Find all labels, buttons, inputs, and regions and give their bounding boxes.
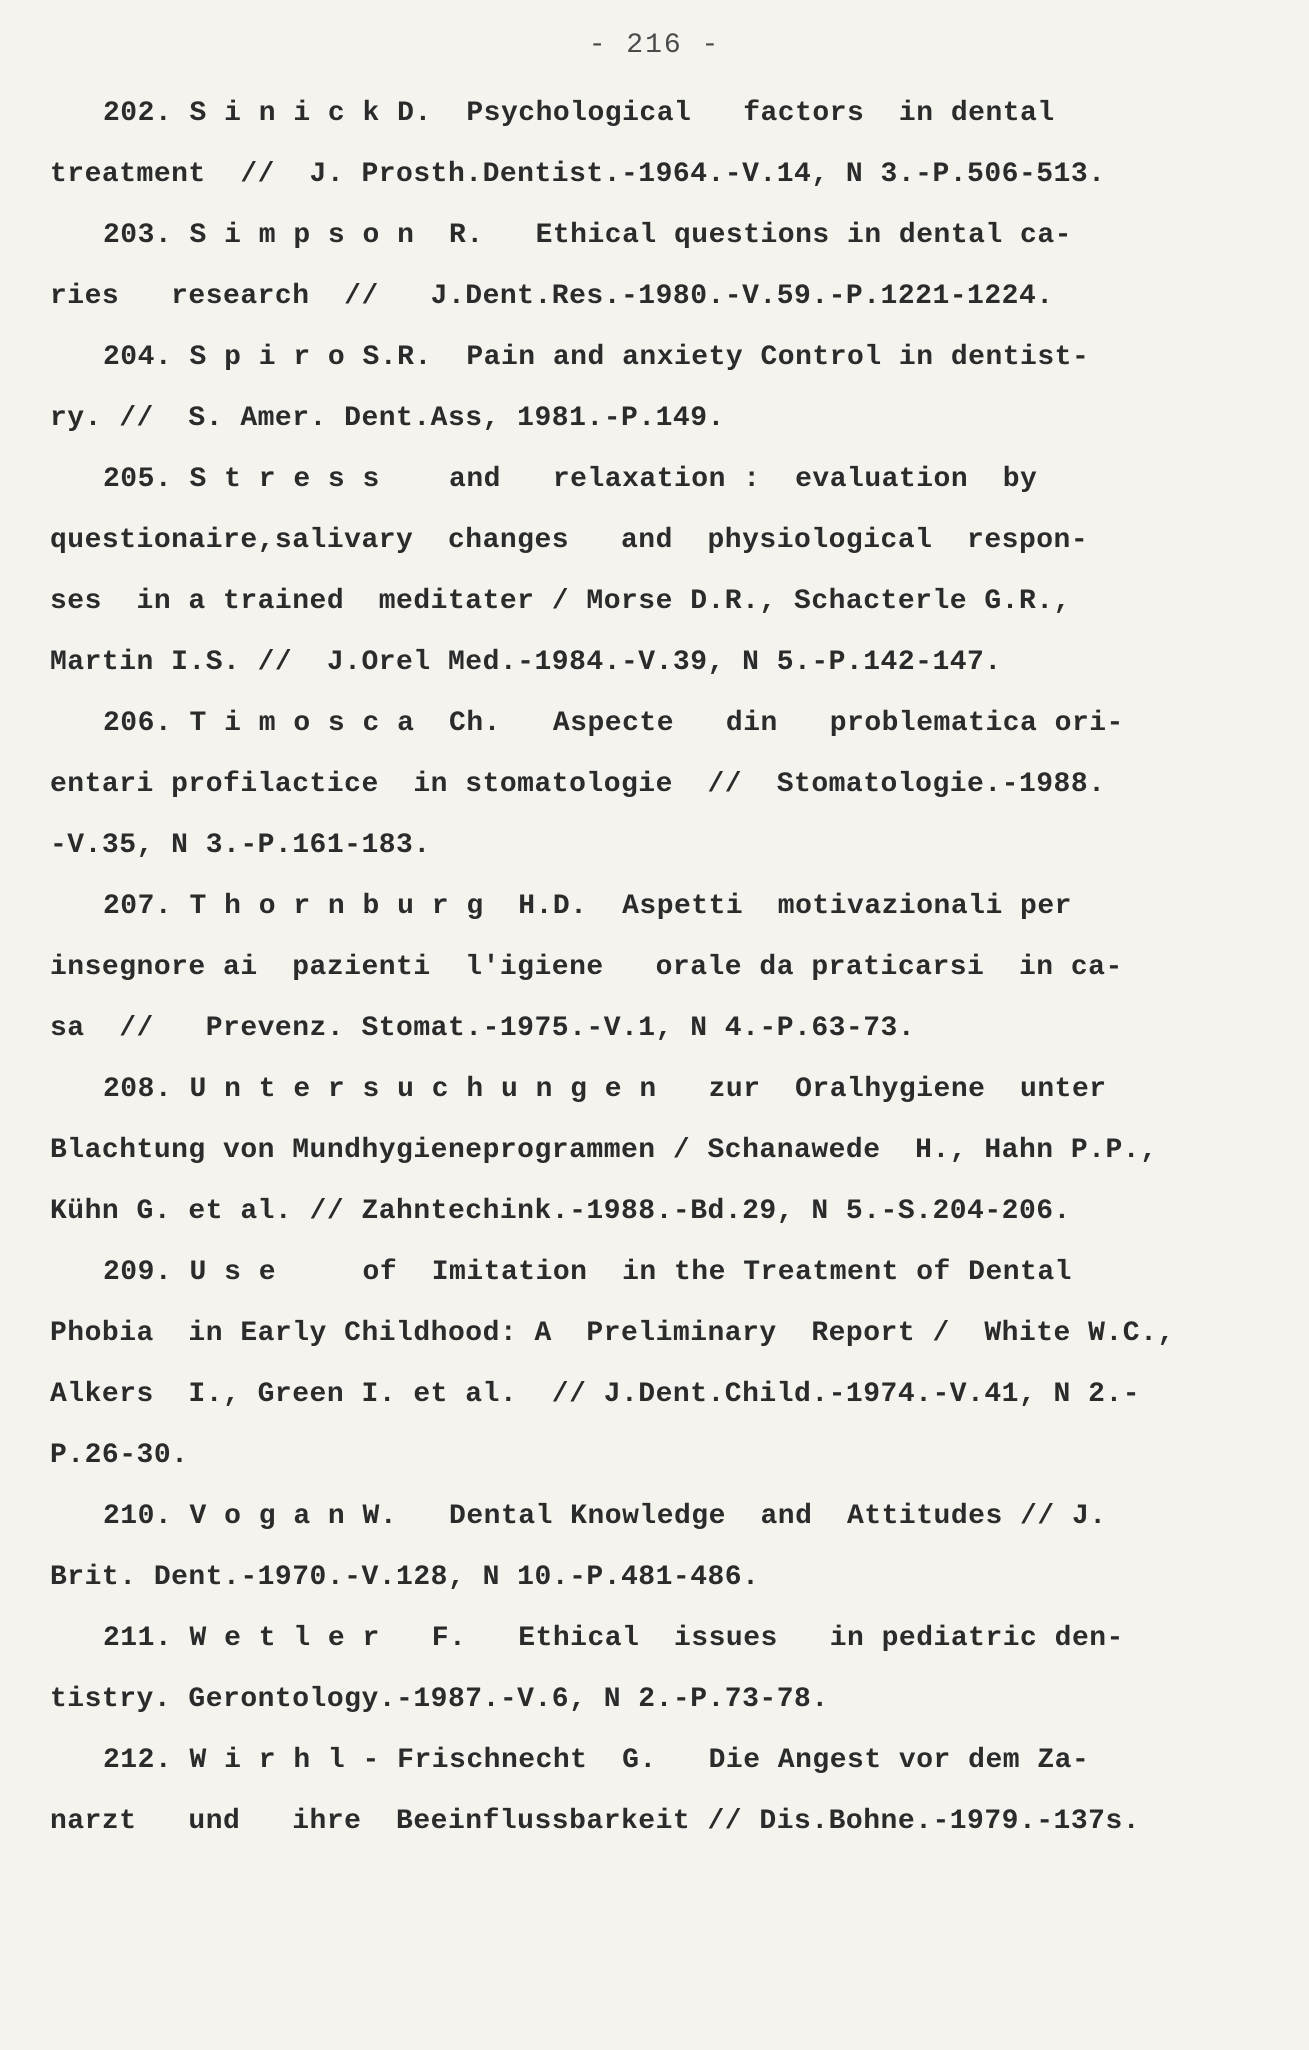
reference-line: 203. S i m p s o n R. Ethical questions in dental ca- <box>103 220 1072 251</box>
reference-entry <box>50 94 1270 216</box>
reference-line: Kühn G. et al. // Zahntechink.-1988.-Bd.29, N 5.-S.204-206. <box>50 1196 1071 1227</box>
reference-entry <box>50 460 1270 704</box>
reference-entry <box>50 1741 1270 1863</box>
reference-line: 206. T i m o s c a Ch. Aspecte din problematica ori- <box>103 708 1124 739</box>
reference-entry <box>50 1070 1270 1253</box>
reference-line: questionaire,salivary changes and physiological respon- <box>50 525 1089 556</box>
reference-entry <box>50 887 1270 1070</box>
reference-list <box>50 94 1270 1863</box>
reference-line: -V.35, N 3.-P.161-183. <box>50 830 431 861</box>
reference-line: insegnore ai pazienti l'igiene orale da praticarsi in ca- <box>50 952 1123 983</box>
reference-line: 212. W i r h l - Frischnecht G. Die Angest vor dem Za- <box>103 1745 1090 1776</box>
reference-line: 202. S i n i c k D. Psychological factors in dental <box>103 98 1055 129</box>
reference-line: 209. U s e of Imitation in the Treatment of Dental <box>103 1257 1072 1288</box>
reference-line: entari profilactice in stomatologie // Stomatologie.-1988. <box>50 769 1106 800</box>
reference-line: Phobia in Early Childhood: A Preliminary Report / White W.C., <box>50 1318 1175 1349</box>
reference-entry <box>50 216 1270 338</box>
reference-line: 208. U n t e r s u c h u n g e n zur Oralhygiene unter <box>103 1074 1107 1105</box>
reference-line: Martin I.S. // J.Orel Med.-1984.-V.39, N 5.-P.142-147. <box>50 647 1002 678</box>
reference-line: ses in a trained meditater / Morse D.R., Schacterle G.R., <box>50 586 1071 617</box>
reference-line: 211. W e t l e r F. Ethical issues in pediatric den- <box>103 1623 1124 1654</box>
page-number: - 216 - <box>588 30 721 61</box>
reference-entry <box>50 338 1270 460</box>
reference-line: 205. S t r e s s and relaxation : evaluation by <box>103 464 1038 495</box>
reference-line: ry. // S. Amer. Dent.Ass, 1981.-P.149. <box>50 403 725 434</box>
reference-line: 207. T h o r n b u r g H.D. Aspetti motivazionali per <box>103 891 1072 922</box>
reference-line: narzt und ihre Beeinflussbarkeit // Dis.Bohne.-1979.-137s. <box>50 1806 1141 1837</box>
reference-entry <box>50 1497 1270 1619</box>
reference-entry <box>50 1253 1270 1497</box>
reference-line: tistry. Gerontology.-1987.-V.6, N 2.-P.73-78. <box>50 1684 829 1715</box>
reference-line: P.26-30. <box>50 1440 189 1471</box>
reference-line: treatment // J. Prosth.Dentist.-1964.-V.14, N 3.-P.506-513. <box>50 159 1106 190</box>
reference-line: Blachtung von Mundhygieneprogrammen / Schanawede H., Hahn P.P., <box>50 1135 1158 1166</box>
reference-line: Brit. Dent.-1970.-V.128, N 10.-P.481-486. <box>50 1562 760 1593</box>
reference-entry <box>50 704 1270 887</box>
reference-line: 210. V o g a n W. Dental Knowledge and Attitudes // J. <box>103 1501 1107 1532</box>
reference-line: 204. S p i r o S.R. Pain and anxiety Control in dentist- <box>103 342 1090 373</box>
reference-entry <box>50 1619 1270 1741</box>
reference-line: ries research // J.Dent.Res.-1980.-V.59.-P.1221-1224. <box>50 281 1054 312</box>
reference-line: Alkers I., Green I. et al. // J.Dent.Child.-1974.-V.41, N 2.- <box>50 1379 1141 1410</box>
reference-line: sa // Prevenz. Stomat.-1975.-V.1, N 4.-P.63-73. <box>50 1013 916 1044</box>
